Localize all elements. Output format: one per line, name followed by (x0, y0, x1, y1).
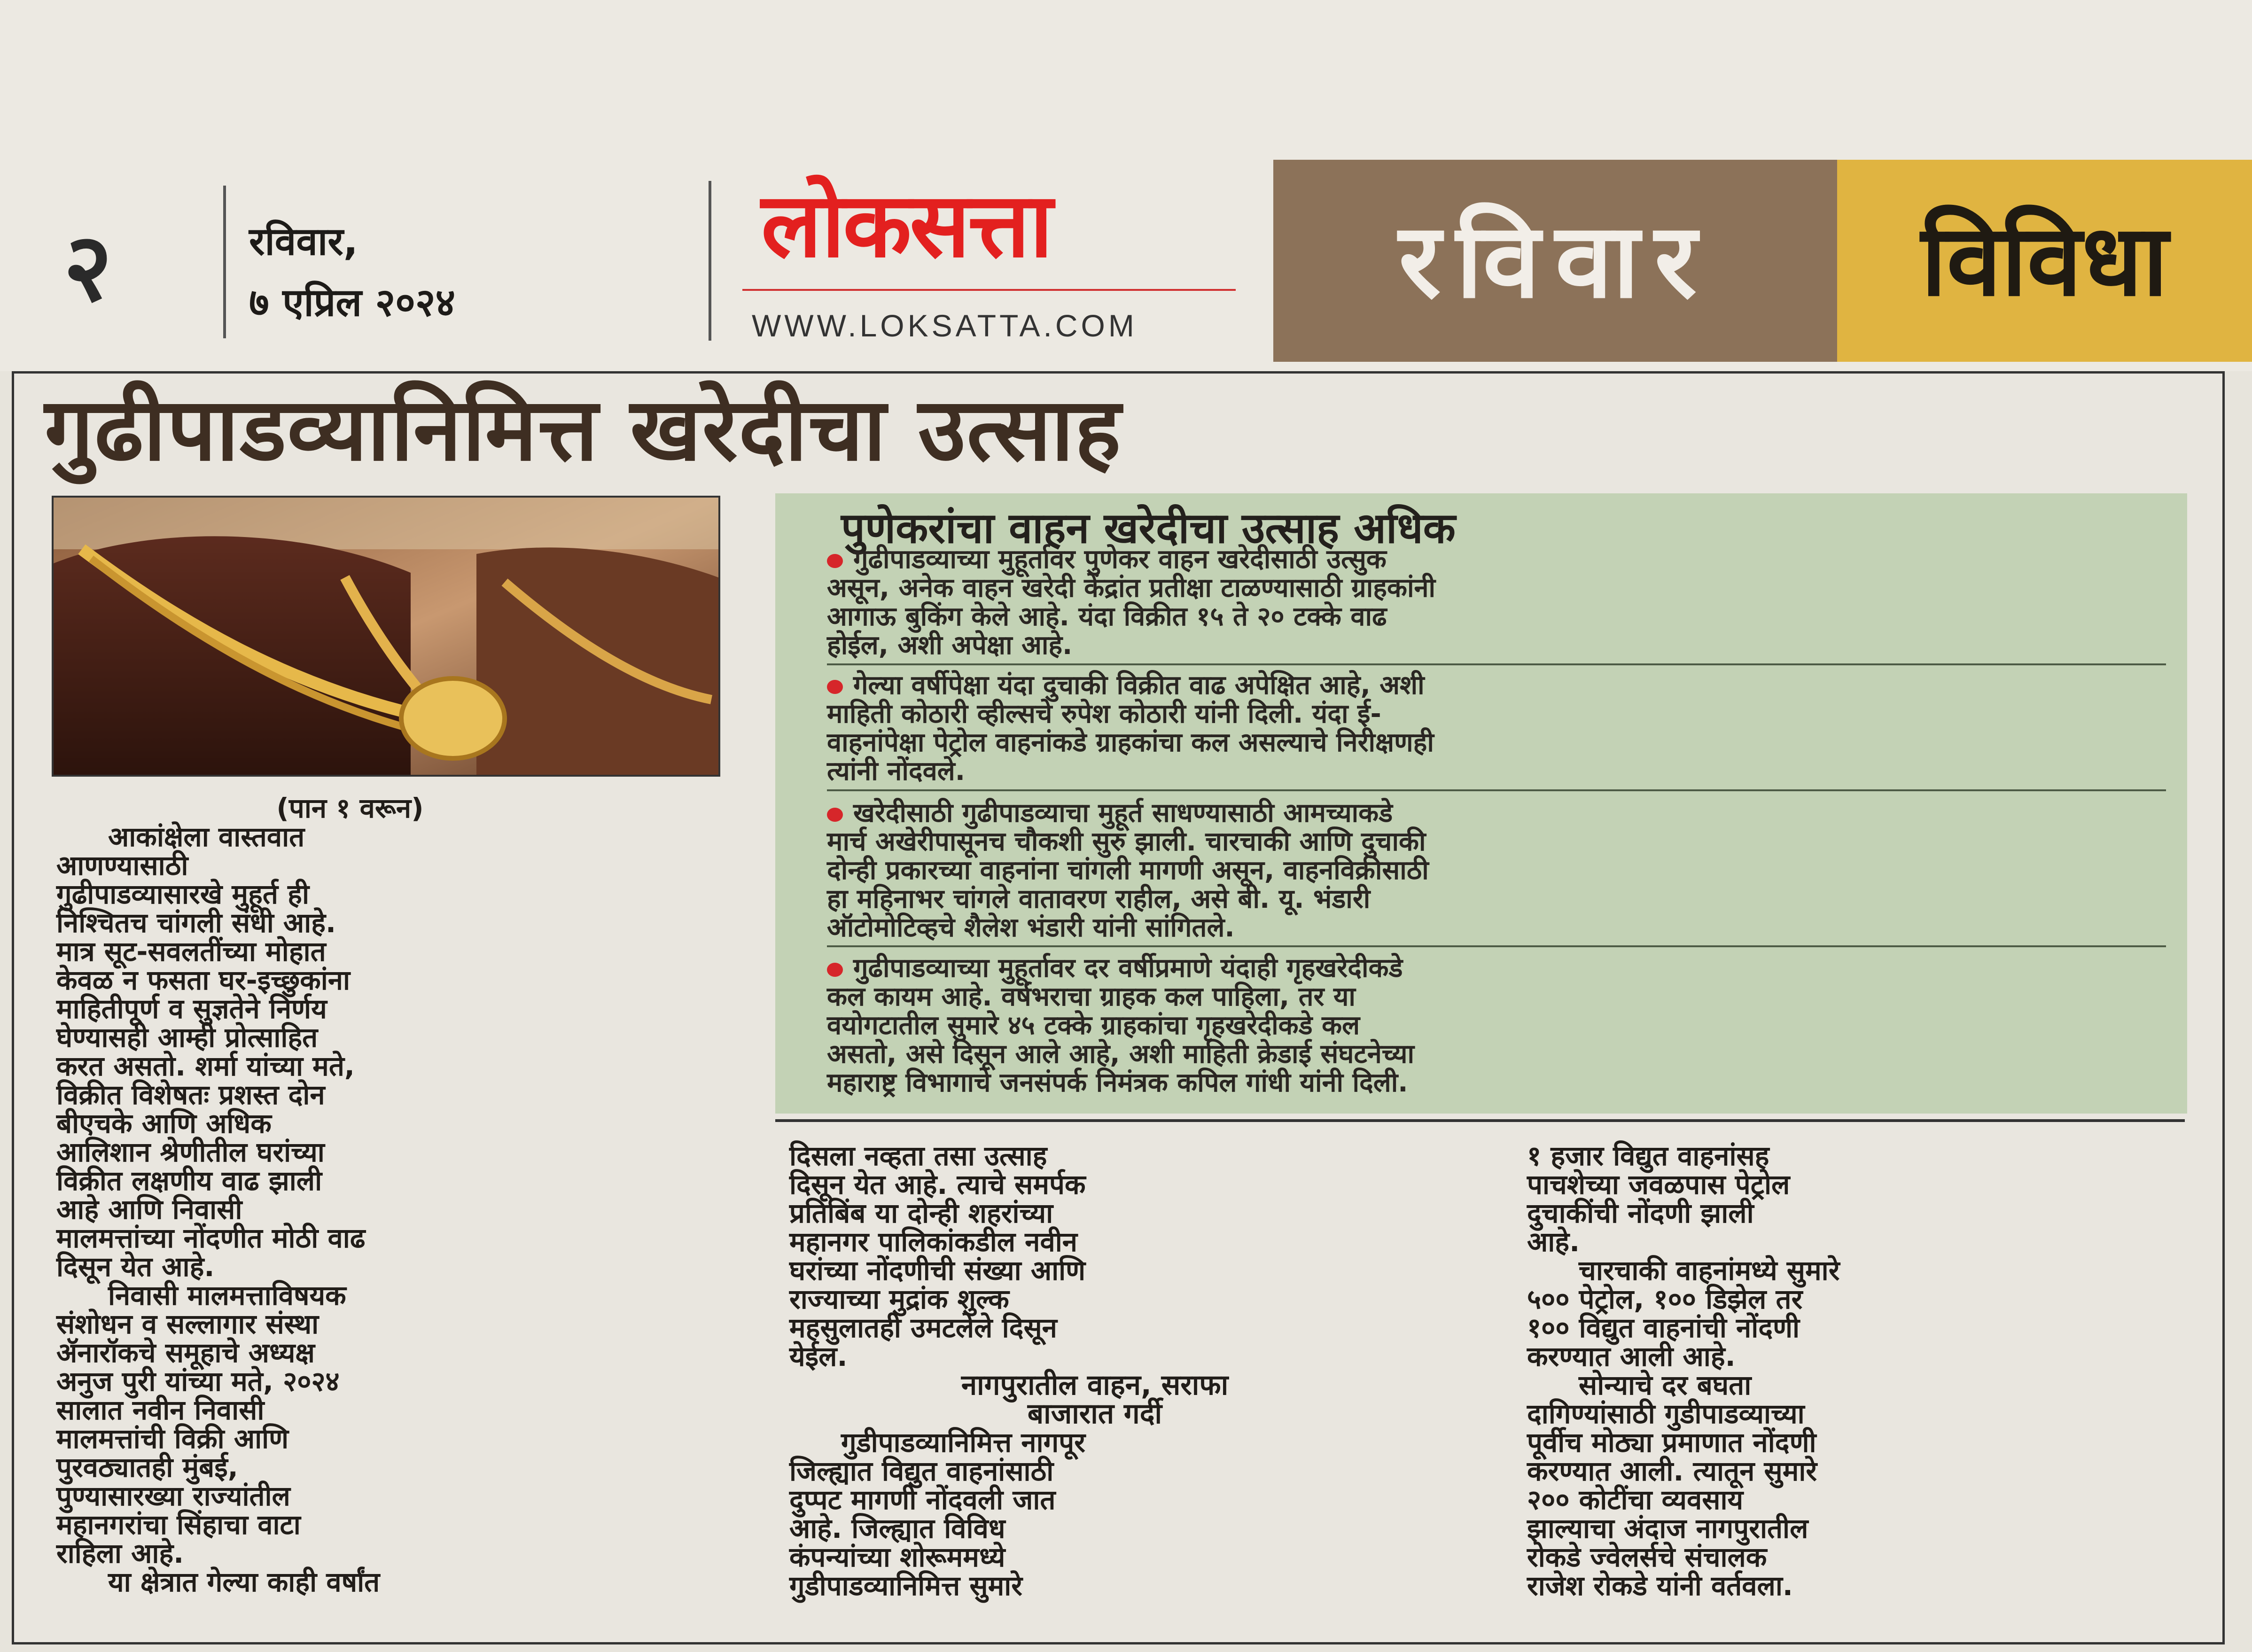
divider (223, 186, 226, 338)
text-line: पूर्वीच मोठ्या प्रमाणात नोंदणी (1527, 1426, 1816, 1458)
text-line: राजेश रोकडे यांनी वर्तवला. (1527, 1570, 1793, 1602)
continued-from-page-1: (पान १ वरून) (276, 792, 424, 824)
text-line: मालमत्तांची विक्री आणि (56, 1423, 289, 1455)
text-line: दिसला नव्हता तसा उत्साह (789, 1140, 1047, 1172)
text-line: कल कायम आहे. वर्षभराचा ग्राहक कल पाहिला, तर या (827, 982, 1356, 1012)
subheading: बाजारात गर्दी (1027, 1397, 1162, 1430)
text-line: वाहनांपेक्षा पेट्रोल वाहनांकडे ग्राहकांचा कल असल्याचे निरीक्षणही (827, 727, 1434, 758)
text-line: महसुलातही उमटलेले दिसून (789, 1312, 1057, 1344)
text-line: मात्र सूट-सवलतींच्या मोहात (56, 935, 326, 967)
column-3 (1527, 1142, 1839, 1600)
text-line: रोकडे ज्वेलर्सचे संचालक (1527, 1541, 1767, 1573)
text-line: दिसून येत आहे. (56, 1251, 215, 1283)
text-line: प्रतिबिंब या दोन्ही शहरांच्या (789, 1197, 1053, 1229)
text-line: ॲनारॉकचे समूहाचे अध्यक्ष (56, 1337, 315, 1369)
text-line: दागिण्यांसाठी गुडीपाडव्याच्या (1527, 1398, 1805, 1430)
text-line: गुढीपाडव्याच्या मुहूर्तावर पुणेकर वाहन खरेदीसाठी उत्सुक (853, 544, 1387, 575)
text-line: बीएचके आणि अधिक (56, 1107, 272, 1139)
text-line: विक्रीत विशेषतः प्रशस्त दोन (56, 1079, 325, 1111)
text-line: वयोगटातील सुमारे ४५ टक्के ग्राहकांचा गृहखरेदीकडे कल (827, 1010, 1360, 1041)
text-line: पाचशेच्या जवळपास पेट्रोल (1527, 1169, 1790, 1200)
text-line: निश्चितच चांगली संधी आहे. (56, 907, 336, 939)
text-line: आहे. (1527, 1226, 1580, 1258)
bullet-dot-icon (827, 680, 843, 694)
text-line: पुण्यासारख्या राज्यांतील (56, 1480, 290, 1512)
text-line: दुचाकींची नोंदणी झाली (1527, 1197, 1754, 1229)
text-line: आकांक्षेला वास्तवात (108, 821, 305, 853)
article-headline: गुढीपाडव्यानिमित्त खरेदीचा उत्साह (45, 379, 1122, 480)
text-line: दुप्पट मागणी नोंदवली जात (789, 1484, 1056, 1516)
text-line: निवासी मालमत्ताविषयक (108, 1279, 346, 1311)
text-line: ऑटोमोटिव्हचे शैलेश भंडारी यांनी सांगितले. (827, 912, 1235, 943)
text-line: १०० विद्युत वाहनांची नोंदणी (1527, 1312, 1800, 1344)
page-number: २ (63, 213, 113, 322)
issue-date: ७ एप्रिल २०२४ (249, 281, 456, 325)
text-line: आलिशान श्रेणीतील घरांच्या (56, 1136, 325, 1168)
text-line: त्यांनी नोंदवले. (827, 756, 966, 787)
panel-bullet (827, 954, 2171, 1097)
jewellery-photo (52, 496, 720, 777)
text-line: घेण्यासही आम्ही प्रोत्साहित (56, 1021, 318, 1053)
text-line: १ हजार विद्युत वाहनांसह (1527, 1140, 1769, 1172)
text-line: गुढीपाडव्याच्या मुहूर्तावर दर वर्षीप्रमाणे यंदाही गृहखरेदीकडे (853, 953, 1403, 983)
text-line: महानगरांचा सिंहाचा वाटा (56, 1509, 301, 1541)
section-band-vividha: विविधा (1837, 160, 2252, 362)
text-line: संशोधन व सल्लागार संस्था (56, 1308, 319, 1340)
text-line: केवळ न फसता घर-इच्छुकांना (56, 964, 350, 996)
panel-title: पुणेकरांचा वाहन खरेदीचा उत्साह अधिक (841, 504, 1456, 553)
text-line: गुडीपाडव्यानिमित्त नागपूर (841, 1426, 1085, 1458)
text-line: येईल. (789, 1340, 848, 1372)
text-line: कंपन्यांच्या शोरूममध्ये (789, 1541, 1005, 1573)
text-line: दिसून येत आहे. त्याचे समर्पक (789, 1169, 1086, 1200)
necklace-illustration (54, 498, 718, 775)
text-line: गेल्या वर्षीपेक्षा यंदा दुचाकी विक्रीत वाढ अपेक्षित आहे, अशी (853, 670, 1425, 701)
text-line: राहिला आहे. (56, 1537, 184, 1569)
text-line: होईल, अशी अपेक्षा आहे. (827, 630, 1073, 661)
text-line: असून, अनेक वाहन खरेदी केंद्रांत प्रतीक्षा टाळण्यासाठी ग्राहकांनी (827, 573, 1436, 603)
panel-bottom-rule (775, 1119, 2185, 1122)
text-line: जिल्ह्यात विद्युत वाहनांसाठी (789, 1455, 1054, 1487)
text-line: ५०० पेट्रोल, १०० डिझेल तर (1527, 1283, 1803, 1315)
text-line: झाल्याचा अंदाज नागपुरातील (1527, 1512, 1808, 1544)
column-2 (789, 1142, 1400, 1600)
logo-underline (742, 289, 1236, 291)
text-line: माहितीपूर्ण व सुज्ञतेने निर्णय (56, 993, 327, 1025)
text-line: महानगर पालिकांकडील नवीन (789, 1226, 1077, 1258)
text-line: सोन्याचे दर बघता (1579, 1369, 1752, 1401)
text-line: मार्च अखेरीपासूनच चौकशी सुरु झाली. चारचाकी आणि दुचाकी (827, 826, 1426, 857)
section-band-sunday: रविवार (1273, 160, 1837, 362)
panel-bullet (827, 799, 2171, 942)
bullet-dot-icon (827, 963, 843, 977)
text-line: अनुज पुरी यांच्या मते, २०२४ (56, 1365, 340, 1397)
text-line: आहे आणि निवासी (56, 1193, 242, 1225)
text-line: माहिती कोठारी व्हील्सचे रुपेश कोठारी यांनी दिली. यंदा ई- (827, 699, 1381, 729)
text-line: आहे. जिल्ह्यात विविध (789, 1512, 1005, 1544)
text-line: गुडीपाडव्यानिमित्त सुमारे (789, 1570, 1023, 1602)
subheading: नागपुरातील वाहन, सराफा (961, 1369, 1229, 1402)
text-line: असतो, असे दिसून आले आहे, अशी माहिती क्रेडाई संघटनेच्या (827, 1039, 1414, 1069)
text-line: पुरवठ्यातही मुंबई, (56, 1451, 238, 1483)
text-line: हा महिनाभर चांगले वातावरण राहील, असे बी. यू. भंडारी (827, 884, 1371, 914)
text-line: घरांच्या नोंदणीची संख्या आणि (789, 1255, 1086, 1286)
text-line: चारचाकी वाहनांमध्ये सुमारे (1579, 1255, 1840, 1286)
text-line: गुढीपाडव्यासारखे मुहूर्त ही (56, 878, 309, 910)
text-line: करण्यात आली. त्यातून सुमारे (1527, 1455, 1817, 1487)
bullet-dot-icon (827, 554, 843, 568)
bullet-dot-icon (827, 808, 843, 822)
text-line: या क्षेत्रात गेल्या काही वर्षांत (108, 1566, 380, 1598)
text-line: महाराष्ट्र विभागाचे जनसंपर्क निमंत्रक कपिल गांधी यांनी दिली. (827, 1068, 1408, 1098)
text-line: राज्याच्या मुद्रांक शुल्क (789, 1283, 1009, 1315)
divider (709, 181, 711, 341)
website-url: WWW.LOKSATTA.COM (752, 308, 1138, 343)
text-line: विक्रीत लक्षणीय वाढ झाली (56, 1165, 322, 1197)
newspaper-logo: लोकसत्ता (761, 173, 1051, 277)
text-line: सालात नवीन निवासी (56, 1394, 265, 1426)
text-line: मालमत्तांच्या नोंदणीत मोठी वाढ (56, 1222, 366, 1254)
column-1 (56, 794, 644, 1597)
text-line: करण्यात आली आहे. (1527, 1340, 1736, 1372)
issue-day: रविवार, (249, 219, 358, 264)
text-line: २०० कोटींचा व्यवसाय (1527, 1484, 1744, 1516)
panel-divider (827, 945, 2166, 947)
panel-bullet (827, 671, 2171, 786)
panel-divider (827, 789, 2166, 791)
text-line: आणण्यासाठी (56, 849, 188, 881)
panel-divider (827, 663, 2166, 665)
text-line: दोन्ही प्रकारच्या वाहनांना चांगली मागणी असून, वाहनविक्रीसाठी (827, 855, 1429, 886)
text-line: करत असतो. शर्मा यांच्या मते, (56, 1050, 355, 1082)
text-line: खरेदीसाठी गुढीपाडव्याचा मुहूर्त साधण्यासाठी आमच्याकडे (853, 798, 1393, 828)
panel-bullet (827, 545, 2171, 660)
text-line: आगाऊ बुकिंग केले आहे. यंदा विक्रीत १५ ते २० टक्के वाढ (827, 601, 1387, 632)
